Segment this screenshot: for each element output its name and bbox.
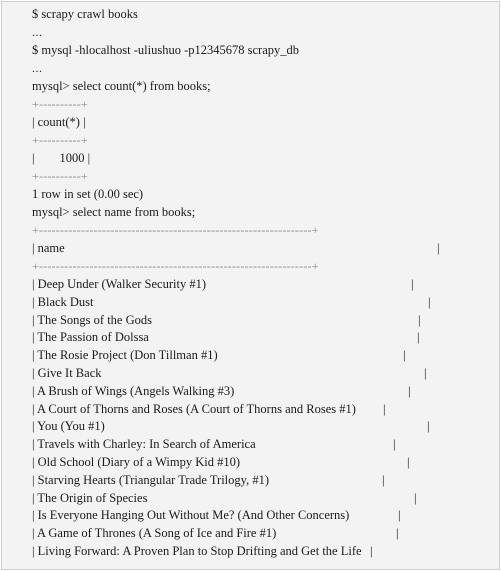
table-border: +----------+	[32, 169, 88, 183]
table-header: | count(*) |	[32, 115, 86, 129]
table-row: | Black Dust	[32, 295, 94, 309]
table-row-end: |	[396, 526, 399, 540]
table-row: | A Court of Thorns and Roses (A Court of Thorns and Roses #1)	[32, 402, 356, 416]
output-ellipsis: ...	[32, 61, 43, 75]
table-row-end: |	[411, 277, 414, 291]
table-row: | Is Everyone Hanging Out Without Me? (And Other Concerns)	[32, 508, 350, 522]
table-header-end: |	[437, 241, 440, 255]
table-row-end: |	[428, 295, 431, 309]
table-row-end: |	[414, 491, 417, 505]
output-ellipsis: ...	[32, 25, 43, 39]
sql-query: mysql> select name from books;	[32, 205, 196, 219]
table-row-end: |	[370, 544, 373, 558]
table-row: | You (You #1)	[32, 419, 105, 433]
table-row: | The Origin of Species	[32, 491, 148, 505]
table-row-end: |	[382, 473, 385, 487]
terminal-output	[32, 2, 499, 569]
table-row: | Living Forward: A Proven Plan to Stop Drifting and Get the Life	[32, 544, 362, 558]
table-row-end: |	[427, 419, 430, 433]
table-row: | Give It Back	[32, 366, 102, 380]
table-border: +----------+	[32, 133, 88, 147]
command-line: $ mysql -hlocalhost -uliushuo -p12345678 scrapy_db	[32, 43, 299, 57]
table-border: +-----------------------------------------------------------------+	[32, 223, 319, 237]
table-row: | Deep Under (Walker Security #1)	[32, 277, 206, 291]
table-row: | Travels with Charley: In Search of America	[32, 437, 256, 451]
table-row: | A Game of Thrones (A Song of Ice and Fire #1)	[32, 526, 277, 540]
sql-query: mysql> select count(*) from books;	[32, 79, 211, 93]
table-row: | A Brush of Wings (Angels Walking #3)	[32, 384, 235, 398]
table-row-end: |	[393, 437, 396, 451]
table-row-end: |	[403, 348, 406, 362]
table-header: | name	[32, 241, 65, 255]
table-row: | Starving Hearts (Triangular Trade Trilogy, #1)	[32, 473, 269, 487]
table-row: | Old School (Diary of a Wimpy Kid #10)	[32, 455, 240, 469]
command-line: $ scrapy crawl books	[32, 7, 138, 21]
table-border: +----------+	[32, 97, 88, 111]
table-row-end: |	[407, 455, 410, 469]
table-row-end: |	[417, 330, 420, 344]
table-row-end: |	[424, 366, 427, 380]
table-border: +-----------------------------------------------------------------+	[32, 259, 319, 273]
table-row: | The Rosie Project (Don Tillman #1)	[32, 348, 218, 362]
table-row-end: |	[408, 384, 411, 398]
terminal-window	[1, 1, 500, 570]
table-row-end: |	[398, 508, 401, 522]
table-row-end: |	[383, 402, 386, 416]
query-status: 1 row in set (0.00 sec)	[32, 187, 144, 201]
table-row: | 1000 |	[32, 151, 91, 165]
table-row: | The Passion of Dolssa	[32, 330, 149, 344]
table-row: | The Songs of the Gods	[32, 313, 152, 327]
table-row-end: |	[418, 313, 421, 327]
